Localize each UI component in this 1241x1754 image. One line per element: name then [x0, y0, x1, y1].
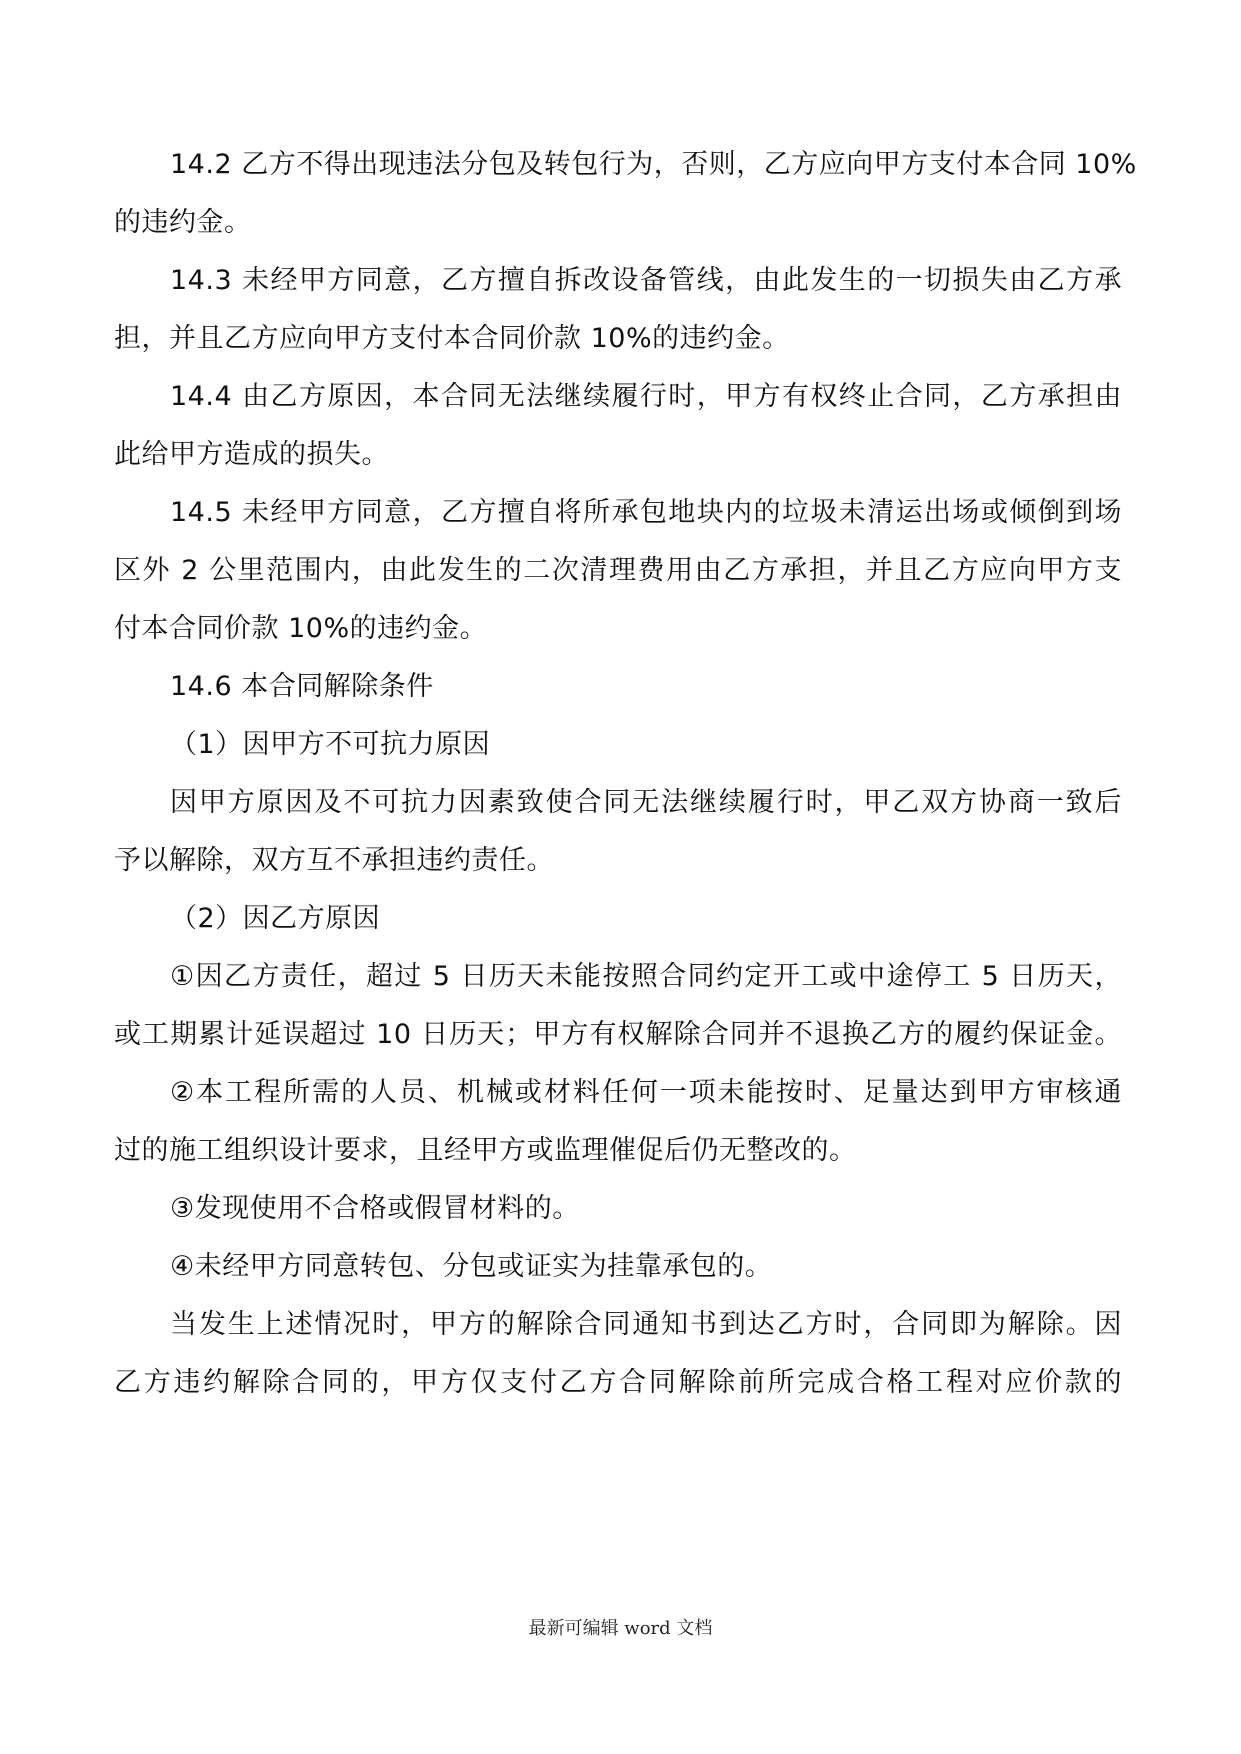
text-line-14-2: 14.2 乙方不得出现违法分包及转包行为，否则，乙方应向甲方支付本合同 10%	[170, 149, 1137, 180]
text-line: 予以解除，双方互不承担违约责任。	[114, 845, 554, 876]
text-line: 此给甲方造成的损失。	[114, 439, 389, 470]
text-line-circled-3: ③发现使用不合格或假冒材料的。	[170, 1193, 580, 1224]
text-line-item-1: （1）因甲方不可抗力原因	[170, 729, 491, 760]
text-line: 付本合同价款 10%的违约金。	[114, 613, 488, 644]
text-line: 的违约金。	[114, 207, 252, 238]
text-line: 区外 2 公里范围内，由此发生的二次清理费用由乙方承担，并且乙方应向甲方支	[114, 555, 1122, 586]
text-line-item-2: （2）因乙方原因	[170, 903, 381, 934]
text-line: 或工期累计延误超过 10 日历天；甲方有权解除合同并不退换乙方的履约保证金。	[114, 1019, 1122, 1050]
page-footer: 最新可编辑 word 文档	[528, 1618, 713, 1639]
text-line-circled-4: ④未经甲方同意转包、分包或证实为挂靠承包的。	[170, 1251, 773, 1282]
text-line-circled-1: ①因乙方责任，超过 5 日历天未能按照合同约定开工或中途停工 5 日历天，	[170, 961, 1122, 992]
text-line: 过的施工组织设计要求，且经甲方或监理催促后仍无整改的。	[114, 1135, 857, 1166]
text-line-14-6: 14.6 本合同解除条件	[170, 671, 434, 702]
text-line-14-3: 14.3 未经甲方同意，乙方擅自拆改设备管线，由此发生的一切损失由乙方承	[170, 265, 1122, 296]
text-line-14-5: 14.5 未经甲方同意，乙方擅自将所承包地块内的垃圾未清运出场或倾倒到场	[170, 497, 1122, 528]
text-line-circled-2: ②本工程所需的人员、机械或材料任何一项未能按时、足量达到甲方审核通	[170, 1077, 1122, 1108]
text-line: 当发生上述情况时，甲方的解除合同通知书到达乙方时，合同即为解除。因	[170, 1309, 1122, 1340]
text-line: 担，并且乙方应向甲方支付本合同价款 10%的违约金。	[114, 323, 790, 354]
text-line: 因甲方原因及不可抗力因素致使合同无法继续履行时，甲乙双方协商一致后	[170, 787, 1122, 818]
text-line: 乙方违约解除合同的，甲方仅支付乙方合同解除前所完成合格工程对应价款的	[114, 1367, 1122, 1398]
text-line-14-4: 14.4 由乙方原因，本合同无法继续履行时，甲方有权终止合同，乙方承担由	[170, 381, 1122, 412]
